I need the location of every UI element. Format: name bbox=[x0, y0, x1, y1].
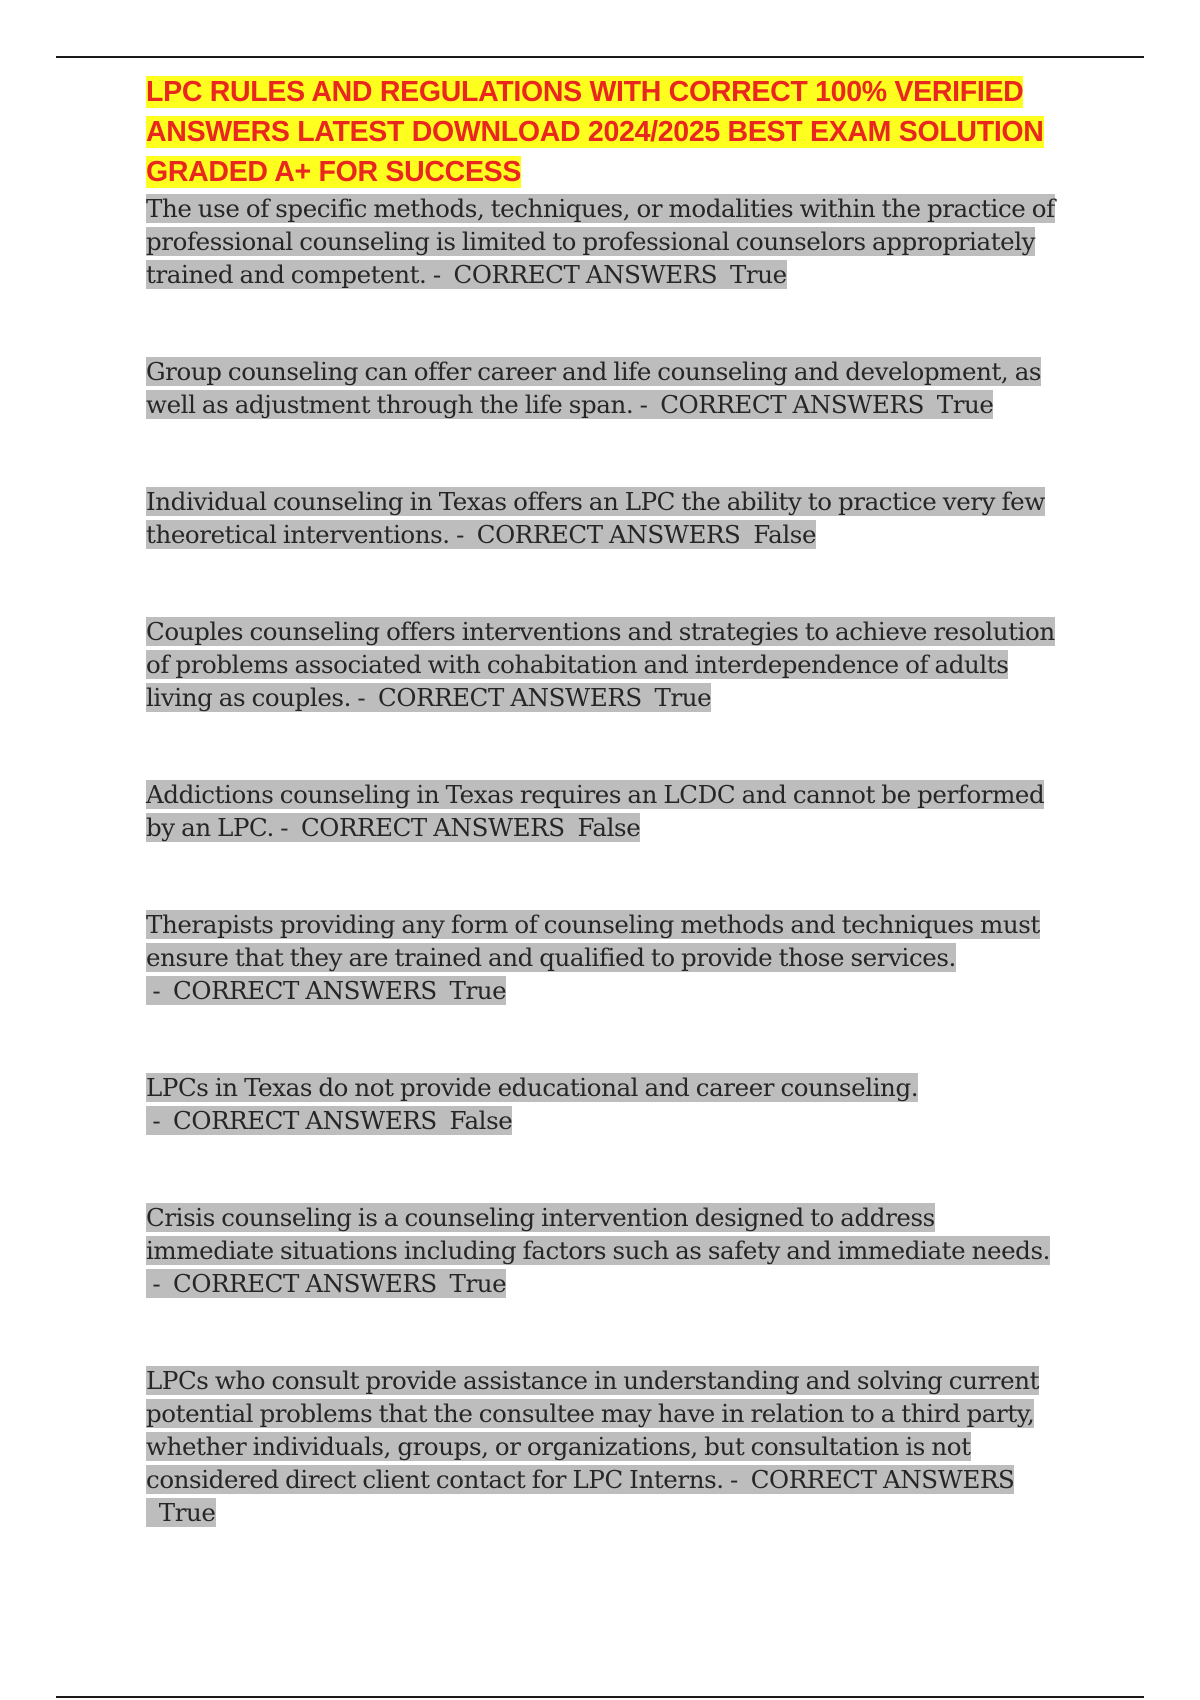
qa-item: LPCs in Texas do not provide educational and career counseling. - CORRECT ANSWERS False bbox=[146, 1073, 919, 1135]
answer-text: False bbox=[753, 520, 817, 549]
bottom-rule bbox=[56, 1696, 1144, 1698]
question-text: LPCs in Texas do not provide educational and career counseling. bbox=[146, 1073, 919, 1102]
answer-text: True bbox=[449, 1269, 507, 1298]
answer-text: False bbox=[577, 813, 641, 842]
answer-text: True bbox=[936, 390, 994, 419]
answer-marker: CORRECT ANSWERS bbox=[660, 390, 924, 419]
answer-text: False bbox=[449, 1106, 513, 1135]
answer-text: True bbox=[158, 1498, 216, 1527]
document-body bbox=[146, 72, 1066, 1593]
answer-marker: CORRECT ANSWERS bbox=[173, 1269, 437, 1298]
top-rule bbox=[56, 56, 1144, 58]
answer-marker: CORRECT ANSWERS bbox=[750, 1465, 1015, 1494]
question-text: Addictions counseling in Texas requires an LCDC and cannot be performed by an LPC. bbox=[146, 780, 1045, 842]
qa-item: LPCs who consult provide assistance in understanding and solving current potential problems that the consultee may have in relation to a third party, whether individuals, groups, or organizations, but consultation is not considered direct client contact for LPC Interns. - CORRECT ANSWERS True bbox=[146, 1366, 1040, 1527]
qa-item: Individual counseling in Texas offers an LPC the ability to practice very few theoretical interventions. - CORRECT ANSWERS False bbox=[146, 487, 1045, 549]
question-text: Couples counseling offers interventions and strategies to achieve resolution of problems associated with cohabitation and interdependence of adults living as couples. bbox=[146, 617, 1055, 712]
question-text: The use of specific methods, techniques, or modalities within the practice of professional counseling is limited to professional counselors appropriately trained and competent. bbox=[146, 194, 1055, 289]
qa-item: Therapists providing any form of counseling methods and techniques must ensure that they are trained and qualified to provide those services. - CORRECT ANSWERS True bbox=[146, 910, 1040, 1005]
answer-marker: CORRECT ANSWERS bbox=[173, 976, 437, 1005]
answer-marker: CORRECT ANSWERS bbox=[300, 813, 565, 842]
answer-text: True bbox=[729, 260, 787, 289]
qa-item: Crisis counseling is a counseling intervention designed to address immediate situations including factors such as safety and immediate needs. - CORRECT ANSWERS True bbox=[146, 1203, 1051, 1298]
question-text: Crisis counseling is a counseling intervention designed to address immediate situations including factors such as safety and immediate needs. bbox=[146, 1203, 1051, 1265]
answer-text: True bbox=[449, 976, 507, 1005]
qa-list bbox=[146, 192, 1066, 1529]
question-text: LPCs who consult provide assistance in understanding and solving current potential problems that the consultee may have in relation to a third party, whether individuals, groups, or organizations, but consultation is not considered direct client contact for LPC Interns. bbox=[146, 1366, 1040, 1494]
qa-item: The use of specific methods, techniques, or modalities within the practice of professional counseling is limited to professional counselors appropriately trained and competent. - CORRECT ANSWERS True bbox=[146, 194, 1055, 289]
question-text: Therapists providing any form of counseling methods and techniques must ensure that they are trained and qualified to provide those services. bbox=[146, 910, 1040, 972]
qa-item: Addictions counseling in Texas requires an LCDC and cannot be performed by an LPC. - CORRECT ANSWERS False bbox=[146, 780, 1045, 842]
answer-marker: CORRECT ANSWERS bbox=[453, 260, 718, 289]
question-text: Individual counseling in Texas offers an LPC the ability to practice very few theoretical interventions. bbox=[146, 487, 1045, 549]
answer-marker: CORRECT ANSWERS bbox=[173, 1106, 437, 1135]
question-text: Group counseling can offer career and life counseling and development, as well as adjustment through the life span. bbox=[146, 357, 1042, 419]
document-title: LPC RULES AND REGULATIONS WITH CORRECT 100% VERIFIED ANSWERS LATEST DOWNLOAD 2024/2025 BEST EXAM SOLUTION GRADED A+ FOR SUCCESS bbox=[146, 76, 1044, 188]
qa-item: Group counseling can offer career and life counseling and development, as well as adjustment through the life span. - CORRECT ANSWERS True bbox=[146, 357, 1042, 419]
answer-marker: CORRECT ANSWERS bbox=[378, 683, 642, 712]
qa-item: Couples counseling offers interventions and strategies to achieve resolution of problems associated with cohabitation and interdependence of adults living as couples. - CORRECT ANSWERS True bbox=[146, 617, 1055, 712]
answer-marker: CORRECT ANSWERS bbox=[476, 520, 741, 549]
answer-text: True bbox=[654, 683, 712, 712]
